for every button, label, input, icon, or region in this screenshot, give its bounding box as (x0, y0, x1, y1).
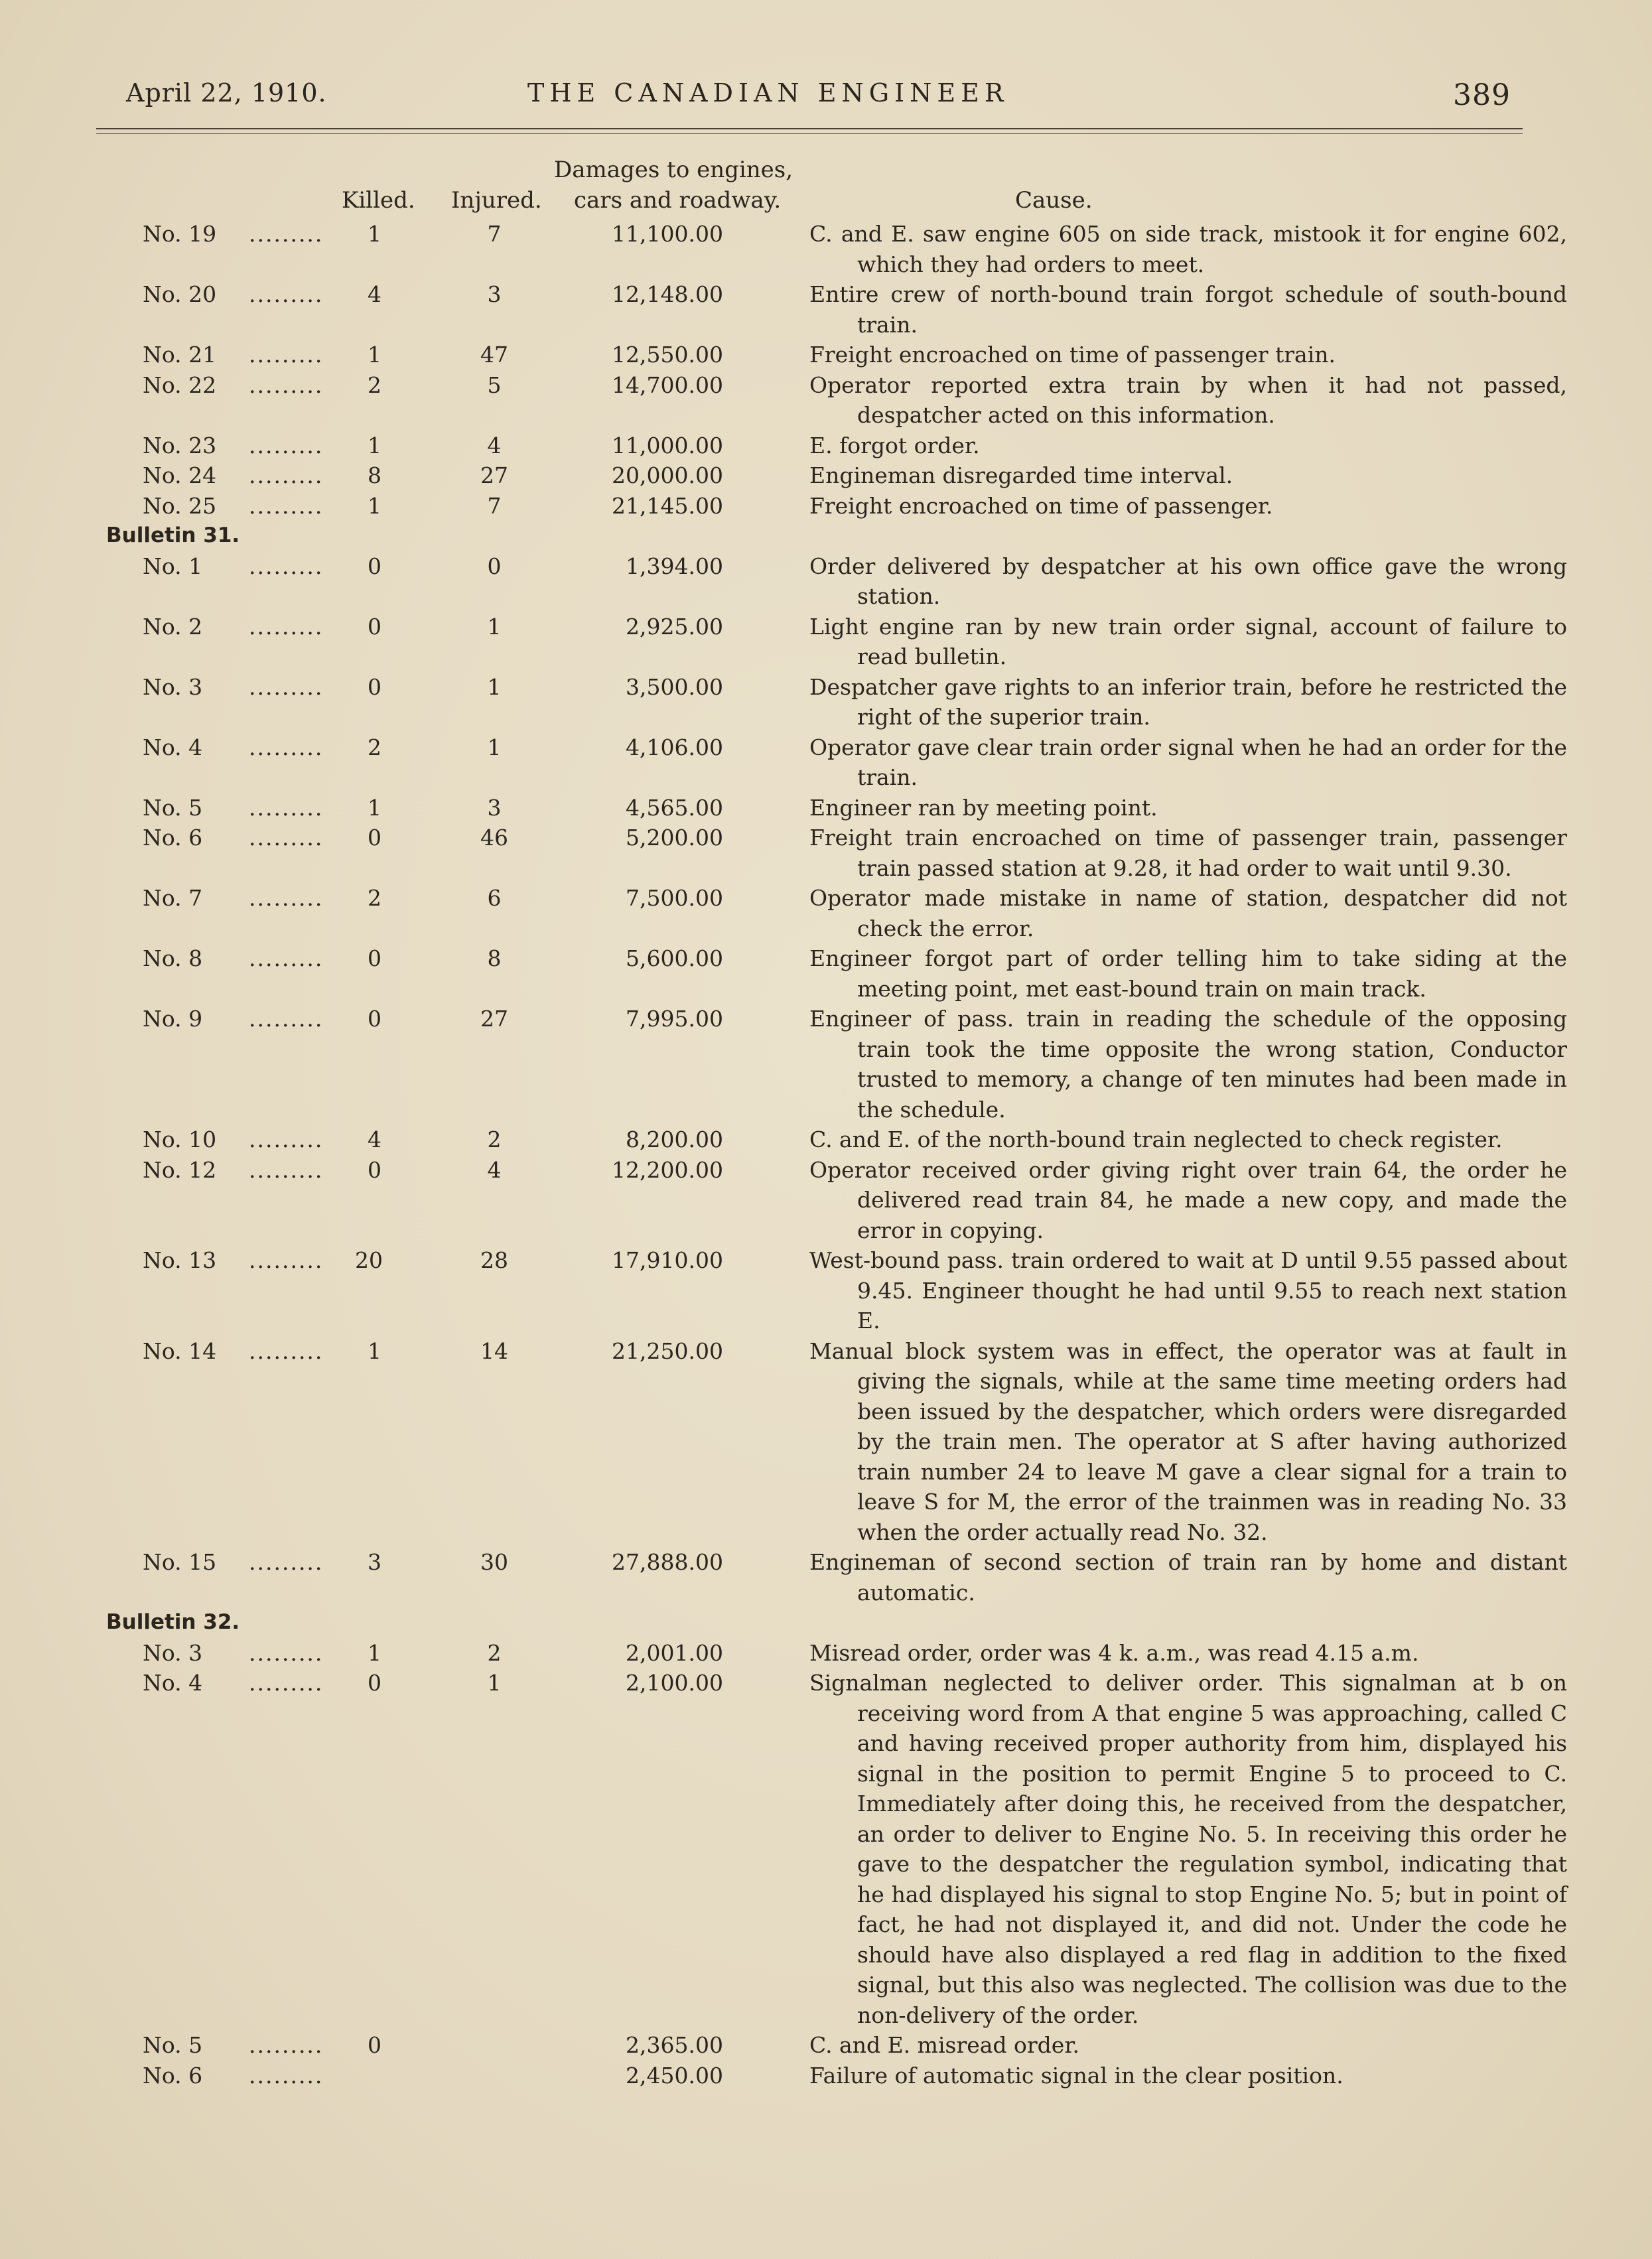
cause-text: Despatcher gave rights to an inferior train, before he restricted the right of the superior train. (809, 673, 1567, 730)
table-row (0, 279, 1652, 340)
killed-count: 1 (368, 221, 381, 247)
cause-text: Freight encroached on time of passenger train. (809, 342, 1336, 368)
damage-amount: 12,550.00 (612, 342, 723, 368)
dot-leader: ......... (249, 1670, 324, 1696)
accident-number: No. 13 (143, 1247, 217, 1273)
injured-count: 8 (487, 945, 502, 971)
accident-number: No. 6 (143, 2062, 203, 2088)
table-row (0, 551, 1652, 612)
accident-number: No. 25 (143, 492, 217, 519)
cause-text: West-bound pass. train ordered to wait at D until 9.55 passed about 9.45. Engineer thought he had until 9.55 to reach next station E. (809, 1247, 1567, 1334)
killed-count: 0 (368, 613, 381, 640)
accident-number: No. 15 (143, 1549, 217, 1575)
injured-count: 5 (487, 372, 502, 398)
injured-count: 0 (487, 553, 502, 579)
header-rule (96, 128, 1523, 129)
page-header (126, 78, 1519, 118)
dot-leader: ......... (249, 1156, 324, 1183)
table-row (0, 1336, 1652, 1548)
cause-text: Failure of automatic signal in the clear position. (809, 2062, 1343, 2088)
accident-number: No. 23 (143, 432, 217, 458)
cause-text: Signalman neglected to deliver order. This signalman at b on receiving word from A that engine 5 was approaching, called C and having received proper authority from him, displayed his signal in the position to permit Engine 5 to proceed to C. Immediately after doing this, he received from the despatcher, an order to deliver to Engine No. 5. In receiving this order he gave to the despatcher the regulation symbol, indicating that he had displayed his signal to stop Engine No. 5; but in point of fact, he had not displayed it, and did not. Under the code he should have also displayed a red flag in addition to the fixed signal, but this also was neglected. The collision was due to the non-delivery of the order. (809, 1670, 1567, 2028)
damage-amount: 20,000.00 (612, 462, 723, 488)
killed-count: 0 (368, 673, 381, 700)
accident-number: No. 3 (143, 1639, 203, 1666)
accident-number: No. 8 (143, 945, 203, 971)
killed-count: 1 (368, 492, 381, 519)
cause-text: C. and E. misread order. (809, 2032, 1079, 2058)
issue-date: April 22, 1910. (126, 78, 327, 107)
injured-count: 1 (487, 673, 502, 700)
table-row (0, 612, 1652, 672)
damage-amount: 11,000.00 (612, 432, 723, 458)
killed-count: 4 (368, 281, 381, 307)
injured-count: 4 (487, 1156, 502, 1183)
table-row (0, 1155, 1652, 1246)
cause-text: Operator reported extra train by when it had not passed, despatcher acted on this information. (809, 372, 1567, 428)
injured-count: 14 (480, 1337, 508, 1364)
killed-count: 2 (368, 885, 381, 911)
table-row (0, 2061, 1652, 2091)
injured-count: 1 (487, 1670, 502, 1696)
accident-number: No. 1 (143, 553, 203, 579)
injured-count: 30 (480, 1549, 508, 1575)
dot-leader: ......... (249, 885, 324, 911)
dot-leader: ......... (249, 372, 324, 398)
dot-leader: ......... (249, 1337, 324, 1364)
cause-text: Engineer forgot part of order telling him to take siding at the meeting point, met east-bound train on main track. (809, 945, 1567, 1002)
page-number: 389 (1453, 78, 1511, 112)
injured-count: 1 (487, 613, 502, 640)
accident-number: No. 4 (143, 734, 203, 760)
cause-text: Freight train encroached on time of passenger train, passenger train passed station at 9.28, it had order to wait until 9.30. (809, 825, 1567, 881)
dot-leader: ......... (249, 945, 324, 971)
cause-text: Engineer of pass. train in reading the schedule of the opposing train took the time opposite the wrong station, Conductor trusted to memory, a change of ten minutes had been made in the schedule. (809, 1006, 1567, 1123)
damage-amount: 12,200.00 (612, 1156, 723, 1183)
damage-amount: 4,106.00 (626, 734, 723, 760)
damage-amount: 11,100.00 (612, 221, 723, 247)
injured-count: 27 (480, 1006, 508, 1032)
dot-leader: ......... (249, 794, 324, 821)
journal-title: THE CANADIAN ENGINEER (527, 78, 1009, 107)
accident-number: No. 22 (143, 372, 217, 398)
bulletin-31-heading (0, 521, 1652, 551)
table-row (0, 1004, 1652, 1125)
cause-text: Operator gave clear train order signal when he had an order for the train. (809, 734, 1567, 790)
column-header-damages-line2: cars and roadway. (574, 187, 782, 214)
dot-leader: ......... (249, 2032, 324, 2058)
injured-count: 47 (480, 342, 508, 368)
bulletin-label: Bulletin 31. (106, 523, 240, 547)
dot-leader: ......... (249, 613, 324, 640)
cause-text: Operator made mistake in name of station, despatcher did not check the error. (809, 885, 1567, 941)
table-row (0, 1547, 1652, 1608)
table-row (0, 672, 1652, 732)
killed-count: 4 (368, 1127, 381, 1152)
injured-count: 46 (480, 825, 508, 851)
damage-amount: 5,600.00 (626, 945, 723, 971)
accident-number: No. 7 (143, 885, 203, 911)
dot-leader: ......... (249, 1549, 324, 1575)
table-row (0, 2030, 1652, 2061)
damage-amount: 14,700.00 (612, 372, 723, 398)
table-row (0, 491, 1652, 521)
accident-number: No. 19 (143, 221, 217, 247)
killed-count: 1 (368, 794, 381, 821)
column-header-cause: Cause. (1015, 187, 1093, 214)
killed-count: 0 (368, 945, 381, 971)
cause-text: C. and E. saw engine 605 on side track, mistook it for engine 602, which they had orders to meet. (809, 221, 1567, 277)
injured-count: 2 (487, 1127, 502, 1152)
table-row (0, 793, 1652, 823)
header-rule-thin (96, 133, 1523, 134)
damage-amount: 27,888.00 (612, 1549, 723, 1575)
damage-amount: 5,200.00 (626, 825, 723, 851)
damage-amount: 17,910.00 (612, 1247, 723, 1273)
injured-count: 2 (487, 1639, 502, 1666)
dot-leader: ......... (249, 221, 324, 247)
table-row (0, 370, 1652, 431)
cause-text: Misread order, order was 4 k. a.m., was read 4.15 a.m. (809, 1639, 1419, 1666)
table-row (0, 460, 1652, 491)
cause-text: Manual block system was in effect, the operator was at fault in giving the signals, while at the same time meeting orders had been issued by the despatcher, which orders were disregarded by the train men. The operator at S after having authorized train number 24 to leave M gave a clear signal for a train to leave S for M, the error of the trainmen was in reading No. 33 when the order actually read No. 32. (809, 1337, 1567, 1545)
accident-number: No. 4 (143, 1670, 203, 1696)
table-row (0, 1668, 1652, 2030)
table-row (0, 1125, 1652, 1155)
injured-count: 3 (487, 281, 502, 307)
injured-count: 7 (487, 221, 502, 247)
table-row (0, 431, 1652, 461)
killed-count: 0 (368, 553, 381, 579)
bulletin-32-heading (0, 1608, 1652, 1638)
dot-leader: ......... (249, 553, 324, 579)
killed-count: 0 (368, 1006, 381, 1032)
accident-number: No. 21 (143, 342, 217, 368)
damage-amount: 21,145.00 (612, 492, 723, 519)
dot-leader: ......... (249, 734, 324, 760)
dot-leader: ......... (249, 462, 324, 488)
table-row (0, 1638, 1652, 1669)
dot-leader: ......... (249, 1006, 324, 1032)
dot-leader: ......... (249, 1127, 324, 1152)
damage-amount: 2,100.00 (626, 1670, 723, 1696)
cause-text: Freight encroached on time of passenger. (809, 492, 1273, 519)
accident-table (0, 219, 1652, 2090)
column-header-killed: Killed. (342, 187, 415, 214)
dot-leader: ......... (249, 2062, 324, 2088)
damage-amount: 21,250.00 (612, 1337, 723, 1364)
damage-amount: 2,925.00 (626, 613, 723, 640)
dot-leader: ......... (249, 432, 324, 458)
killed-count: 1 (368, 432, 381, 458)
damage-amount: 3,500.00 (626, 673, 723, 700)
killed-count: 20 (355, 1247, 383, 1273)
damage-amount: 4,565.00 (626, 794, 723, 821)
accident-number: No. 5 (143, 794, 203, 821)
injured-count: 7 (487, 492, 502, 519)
injured-count: 27 (480, 462, 508, 488)
table-row (0, 732, 1652, 793)
bulletin-label: Bulletin 32. (106, 1610, 240, 1634)
dot-leader: ......... (249, 342, 324, 368)
cause-text: Engineer ran by meeting point. (809, 794, 1158, 821)
accident-number: No. 24 (143, 462, 217, 488)
cause-text: Order delivered by despatcher at his own office gave the wrong station. (809, 553, 1567, 609)
cause-text: Entire crew of north-bound train forgot schedule of south-bound train. (809, 281, 1567, 338)
column-header-damages: Damages to engines, (554, 157, 793, 183)
table-row (0, 883, 1652, 943)
cause-text: E. forgot order. (809, 432, 980, 458)
damage-amount: 2,365.00 (626, 2032, 723, 2058)
injured-count: 3 (487, 794, 502, 821)
damage-amount: 1,394.00 (626, 553, 723, 579)
table-row (0, 219, 1652, 279)
killed-count: 0 (368, 1670, 381, 1696)
damage-amount: 12,148.00 (612, 281, 723, 307)
killed-count: 2 (368, 734, 381, 760)
dot-leader: ......... (249, 281, 324, 307)
accident-number: No. 3 (143, 673, 203, 700)
damage-amount: 2,450.00 (626, 2062, 723, 2088)
cause-text: Operator received order giving right over train 64, the order he delivered read train 84, he made a new copy, and made the error in copying. (809, 1156, 1567, 1243)
damage-amount: 7,500.00 (626, 885, 723, 911)
column-header-injured: Injured. (451, 187, 542, 214)
accident-number: No. 2 (143, 613, 203, 640)
accident-number: No. 9 (143, 1006, 203, 1032)
accident-number: No. 5 (143, 2032, 203, 2058)
dot-leader: ......... (249, 1639, 324, 1666)
table-row (0, 340, 1652, 370)
accident-number: No. 20 (143, 281, 217, 307)
killed-count: 0 (368, 2032, 381, 2058)
killed-count: 0 (368, 1156, 381, 1183)
table-row (0, 943, 1652, 1004)
killed-count: 3 (368, 1549, 381, 1575)
injured-count: 1 (487, 734, 502, 760)
table-row (0, 823, 1652, 883)
killed-count: 2 (368, 372, 381, 398)
accident-number: No. 6 (143, 825, 203, 851)
injured-count: 4 (487, 432, 502, 458)
dot-leader: ......... (249, 825, 324, 851)
killed-count: 1 (368, 1337, 381, 1364)
killed-count: 1 (368, 342, 381, 368)
accident-number: No. 10 (143, 1127, 217, 1152)
killed-count: 0 (368, 825, 381, 851)
injured-count: 28 (480, 1247, 508, 1273)
cause-text: Engineman disregarded time interval. (809, 462, 1233, 488)
cause-text: Engineman of second section of train ran by home and distant automatic. (809, 1549, 1567, 1606)
damage-amount: 7,995.00 (626, 1006, 723, 1032)
dot-leader: ......... (249, 1247, 324, 1273)
cause-text: C. and E. of the north-bound train neglected to check register. (809, 1127, 1503, 1152)
killed-count: 8 (368, 462, 381, 488)
dot-leader: ......... (249, 673, 324, 700)
dot-leader: ......... (249, 492, 324, 519)
table-row (0, 1245, 1652, 1336)
killed-count: 1 (368, 1639, 381, 1666)
cause-text: Light engine ran by new train order signal, account of failure to read bulletin. (809, 613, 1567, 669)
accident-number: No. 14 (143, 1337, 217, 1364)
injured-count: 6 (487, 885, 502, 911)
damage-amount: 8,200.00 (626, 1127, 723, 1152)
accident-number: No. 12 (143, 1156, 217, 1183)
damage-amount: 2,001.00 (626, 1639, 723, 1666)
